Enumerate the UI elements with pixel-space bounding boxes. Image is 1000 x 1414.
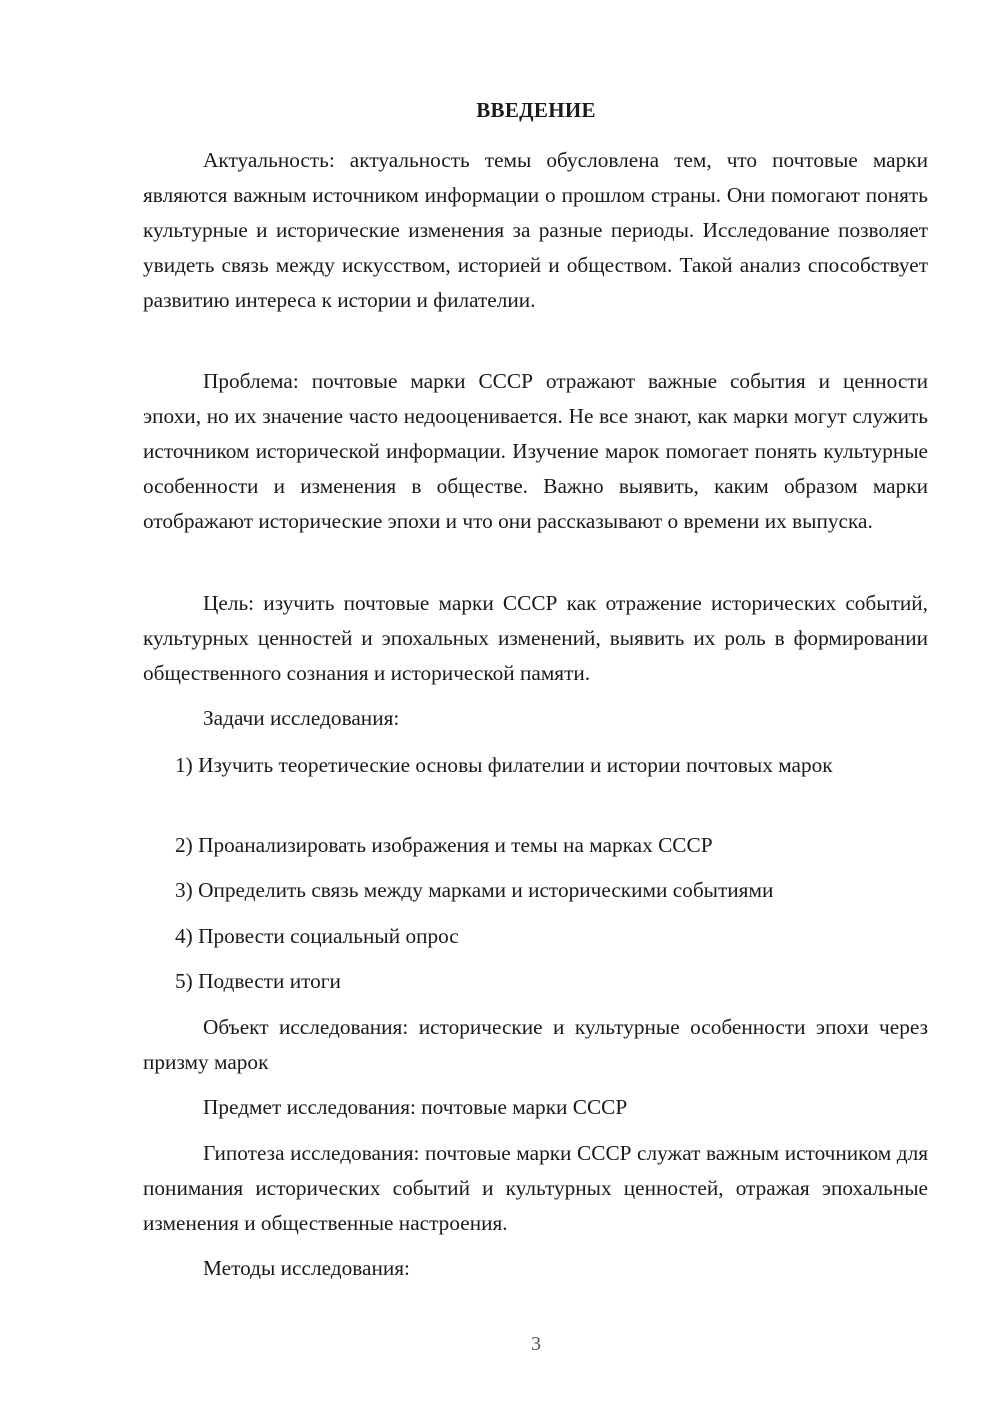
- paragraph-tasks-heading: Задачи исследования:: [203, 706, 400, 730]
- paragraph-subject: Предмет исследования: почтовые марки СССР: [203, 1095, 628, 1119]
- task-item-2: 2) Проанализировать изображения и темы на марках СССР: [175, 833, 713, 857]
- task-item-5: 5) Подвести итоги: [175, 969, 341, 993]
- page-number: 3: [531, 1333, 541, 1355]
- task-item-1: 1) Изучить теоретические основы филателии и истории почтовых марок: [175, 753, 833, 777]
- page-title: ВВЕДЕНИЕ: [476, 98, 596, 122]
- task-item-4: 4) Провести социальный опрос: [175, 924, 459, 948]
- task-item-3: 3) Определить связь между марками и историческими событиями: [175, 878, 774, 902]
- paragraph-methods: Методы исследования:: [203, 1256, 410, 1280]
- paragraph-goal: Цель: изучить почтовые марки СССР как отражение исторических событий, культурных ценностей и эпохальных изменений, выявить их роль в формировании общественного сознания и исторической памяти.: [143, 591, 928, 685]
- paragraph-problem: Проблема: почтовые марки СССР отражают важные события и ценности эпохи, но их значение часто недооценивается. Не все знают, как марки могут служить источником исторической информации. Изучение марок помогает понять культурные особенности и изменения в обществе. Важно выявить, каким образом марки отображают исторические эпохи и что они рассказывают о времени их выпуска.: [143, 369, 928, 533]
- paragraph-object: Объект исследования: исторические и культурные особенности эпохи через призму марок: [143, 1015, 928, 1074]
- paragraph-hypothesis: Гипотеза исследования: почтовые марки СССР служат важным источником для понимания исторических событий и культурных ценностей, отражая эпохальные изменения и общественные настроения.: [143, 1141, 928, 1235]
- paragraph-relevance: Актуальность: актуальность темы обусловлена тем, что почтовые марки являются важным источником информации о прошлом страны. Они помогают понять культурные и исторические изменения за разные периоды. Исследование позволяет увидеть связь между искусством, историей и обществом. Такой анализ способствует развитию интереса к истории и филателии.: [143, 148, 928, 312]
